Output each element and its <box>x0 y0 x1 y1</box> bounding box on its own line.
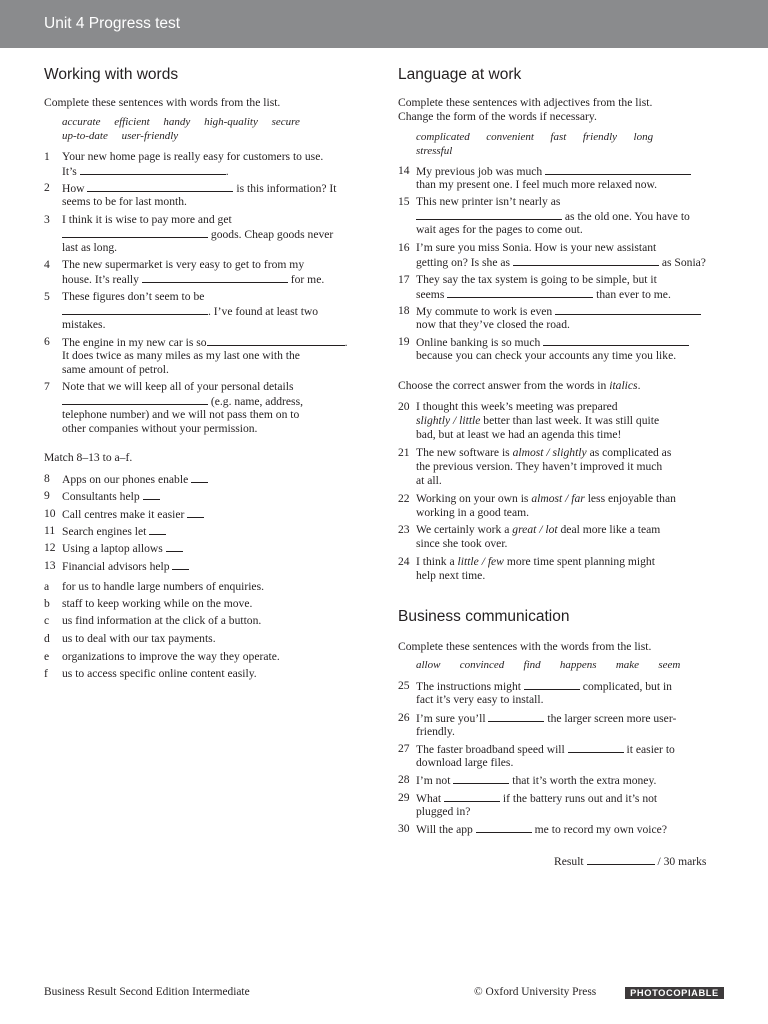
answer-blank[interactable] <box>142 272 288 283</box>
instruction-italic: italics <box>609 379 638 392</box>
question-text: plugged in? <box>416 805 471 818</box>
question-text: Search engines let <box>62 525 147 538</box>
word-list <box>416 659 680 673</box>
word: user-friendly <box>121 130 179 142</box>
question-5 <box>44 290 370 334</box>
question-number: 18 <box>398 304 410 317</box>
question-23 <box>398 523 726 553</box>
answer-blank[interactable] <box>543 335 689 346</box>
answer-blank[interactable] <box>524 679 580 690</box>
answer-blank[interactable] <box>488 711 544 722</box>
result-total: / 30 marks <box>657 855 707 868</box>
word: find <box>523 659 541 671</box>
word: up-to-date <box>62 130 108 142</box>
question-number: 2 <box>44 181 50 194</box>
answer-blank[interactable] <box>513 255 659 266</box>
question-text: than ever to me. <box>596 288 671 301</box>
answer-options[interactable]: great / lot <box>512 523 558 536</box>
question-text: . <box>225 165 229 178</box>
question-number: 13 <box>44 559 56 572</box>
question-text: deal more like a team <box>557 523 661 536</box>
question-text: Call centres make it easier <box>62 508 185 521</box>
option-letter: a <box>44 580 50 593</box>
word: complicated <box>416 131 470 143</box>
page-title: Unit 4 Progress test <box>44 15 181 32</box>
question-number: 1 <box>44 150 50 163</box>
match-option-a <box>44 580 370 594</box>
answer-blank[interactable] <box>166 541 183 552</box>
word: make <box>615 659 640 671</box>
question-text: because you can check your accounts any time you like. <box>416 349 677 362</box>
option-text: us to access specific online content easily. <box>62 667 257 680</box>
question-number: 24 <box>398 555 410 568</box>
match-item-12 <box>44 541 370 555</box>
match-item-9 <box>44 489 370 503</box>
question-text: The faster broadband speed will <box>416 743 565 756</box>
question-text: I’m sure you miss Sonia. How is your new assistant <box>416 241 657 254</box>
result-line <box>554 854 706 868</box>
question-26 <box>398 711 726 741</box>
answer-blank[interactable] <box>87 181 233 192</box>
question-text: Using a laptop allows <box>62 542 163 555</box>
question-number: 7 <box>44 380 50 393</box>
question-text: that it’s worth the extra money. <box>512 774 657 787</box>
question-number: 28 <box>398 773 410 786</box>
word: allow <box>416 659 441 671</box>
word: fast <box>550 131 567 143</box>
answer-blank[interactable] <box>149 524 166 535</box>
question-text: Will the app <box>416 823 473 836</box>
footer-copyright: © Oxford University Press <box>474 986 597 998</box>
section-heading-language-at-work: Language at work <box>398 66 522 83</box>
word-list <box>416 131 653 145</box>
match-item-8 <box>44 472 370 486</box>
question-text: These figures don’t seem to be <box>62 290 205 303</box>
question-number: 15 <box>398 195 410 208</box>
question-text: seems to be for last month. <box>62 195 187 208</box>
answer-blank[interactable] <box>447 287 593 298</box>
answer-blank[interactable] <box>62 394 208 405</box>
answer-options[interactable]: almost / slightly <box>512 446 587 459</box>
question-text: help next time. <box>416 569 486 582</box>
question-text: The new software is <box>416 446 513 459</box>
question-number: 20 <box>398 400 410 413</box>
question-number: 16 <box>398 241 410 254</box>
question-18 <box>398 304 726 334</box>
question-text: house. It’s really <box>62 273 139 286</box>
question-number: 30 <box>398 822 410 835</box>
instruction: Complete these sentences with words from the list. <box>44 96 281 109</box>
question-text: Consultants help <box>62 490 140 503</box>
question-text: I thought this week’s meeting was prepared <box>416 400 618 413</box>
option-text: us to deal with our tax payments. <box>62 632 216 645</box>
question-25 <box>398 679 726 709</box>
question-number: 11 <box>44 524 56 537</box>
question-number: 10 <box>44 507 56 520</box>
question-text: . <box>344 336 348 349</box>
option-text: staff to keep working while on the move. <box>62 597 253 610</box>
question-text: at all. <box>416 474 442 487</box>
question-text: working in a good team. <box>416 506 530 519</box>
answer-blank[interactable] <box>444 791 500 802</box>
question-number: 25 <box>398 679 410 692</box>
question-text: I think a <box>416 555 458 568</box>
question-27 <box>398 742 726 772</box>
question-number: 8 <box>44 472 50 485</box>
question-number: 6 <box>44 335 50 348</box>
question-text: seems <box>416 288 445 301</box>
word: handy <box>163 116 191 128</box>
question-17 <box>398 273 726 303</box>
answer-blank[interactable] <box>476 822 532 833</box>
question-number: 22 <box>398 492 410 505</box>
question-text: Online banking is so much <box>416 336 541 349</box>
option-text: for us to handle large numbers of enquiries. <box>62 580 264 593</box>
instruction: Change the form of the words if necessary. <box>398 110 597 123</box>
question-text: The engine in my new car is so <box>62 336 207 349</box>
option-letter: b <box>44 597 50 610</box>
answer-blank[interactable] <box>62 304 208 315</box>
question-number: 3 <box>44 213 50 226</box>
answer-options[interactable]: little / few <box>457 555 504 568</box>
question-1 <box>44 150 370 180</box>
question-text: Working on your own is <box>416 492 532 505</box>
answer-blank[interactable] <box>172 559 189 570</box>
question-text: since she took over. <box>416 537 508 550</box>
option-letter: d <box>44 632 50 645</box>
word: efficient <box>114 116 150 128</box>
question-text: as the old one. You have to <box>564 210 690 223</box>
question-number: 4 <box>44 258 50 271</box>
answer-options[interactable]: slightly / little <box>416 414 481 427</box>
question-number: 26 <box>398 711 410 724</box>
question-text: as complicated as <box>586 446 672 459</box>
match-item-11 <box>44 524 370 538</box>
question-text: Financial advisors help <box>62 560 170 573</box>
answer-blank[interactable] <box>555 304 701 315</box>
question-text: It’s <box>62 165 77 178</box>
question-21 <box>398 446 726 490</box>
question-number: 29 <box>398 791 410 804</box>
question-text: Apps on our phones enable <box>62 473 189 486</box>
photocopiable-badge: PHOTOCOPIABLE <box>625 987 724 999</box>
option-text: us find information at the click of a button. <box>62 614 262 627</box>
question-16 <box>398 241 726 271</box>
word: stressful <box>416 145 453 157</box>
question-text: bad, but at least we had an agenda this time! <box>416 428 622 441</box>
word-list <box>62 116 300 130</box>
question-text: more time spent planning might <box>503 555 655 568</box>
question-text: The instructions might <box>416 680 521 693</box>
question-text: than my present one. I feel much more relaxed now. <box>416 178 658 191</box>
question-text: Note that we will keep all of your personal details <box>62 380 294 393</box>
question-3 <box>44 213 370 257</box>
question-text: It does twice as many miles as my last one with the <box>62 349 300 362</box>
word: high-quality <box>204 116 258 128</box>
answer-blank[interactable] <box>416 209 562 220</box>
word: seem <box>658 659 681 671</box>
match-option-f <box>44 667 370 681</box>
question-text: (e.g. name, address, <box>210 395 303 408</box>
answer-blank[interactable] <box>187 507 204 518</box>
instruction: Complete these sentences with the words from the list. <box>398 640 652 653</box>
question-4 <box>44 258 370 288</box>
word: long <box>633 131 654 143</box>
match-option-e <box>44 650 370 664</box>
instruction: Complete these sentences with adjectives from the list. <box>398 96 653 109</box>
question-28 <box>398 773 726 787</box>
section-heading-business-communication: Business communication <box>398 608 570 625</box>
question-number: 23 <box>398 523 410 536</box>
question-text: My previous job was much <box>416 165 543 178</box>
question-30 <box>398 822 726 836</box>
word: convenient <box>486 131 534 143</box>
word: friendly <box>582 131 618 143</box>
question-text: the previous version. They haven’t improved it much <box>416 460 663 473</box>
question-text: They say the tax system is going to be simple, but it <box>416 273 657 286</box>
question-text: The new supermarket is very easy to get to from my <box>62 258 305 271</box>
question-text: . I’ve found at least two <box>208 305 319 318</box>
answer-blank[interactable] <box>568 742 624 753</box>
question-number: 21 <box>398 446 410 459</box>
question-text: download large files. <box>416 756 514 769</box>
question-text: fact it’s very easy to install. <box>416 693 544 706</box>
answer-blank[interactable] <box>207 335 345 346</box>
question-text: What <box>416 792 442 805</box>
option-text: organizations to improve the way they operate. <box>62 650 280 663</box>
question-text: goods. Cheap goods never <box>210 228 334 241</box>
question-text: I’m not <box>416 774 451 787</box>
instruction-text: Choose the correct answer from the words in <box>398 379 607 392</box>
answer-blank[interactable] <box>545 164 691 175</box>
question-number: 12 <box>44 541 56 554</box>
option-letter: c <box>44 614 50 627</box>
question-text: friendly. <box>416 725 455 738</box>
word: accurate <box>62 116 101 128</box>
match-instruction: Match 8–13 to a–f. <box>44 451 133 464</box>
question-text: last as long. <box>62 241 118 254</box>
question-text: mistakes. <box>62 318 106 331</box>
result-blank[interactable] <box>587 854 655 865</box>
question-text: less enjoyable than <box>584 492 676 505</box>
question-text: is this information? It <box>236 182 337 195</box>
question-19 <box>398 335 726 365</box>
question-15 <box>398 195 726 239</box>
question-text: Your new home page is really easy for customers to use. <box>62 150 324 163</box>
question-20 <box>398 400 726 444</box>
option-letter: e <box>44 650 50 663</box>
choose-instruction <box>398 379 640 393</box>
question-text: same amount of petrol. <box>62 363 169 376</box>
question-text: better than last week. It was still quite <box>480 414 660 427</box>
match-option-b <box>44 597 370 611</box>
header-bar <box>0 0 768 48</box>
match-item-13 <box>44 559 370 573</box>
question-14 <box>398 164 726 194</box>
question-number: 5 <box>44 290 50 303</box>
question-text: complicated, but in <box>582 680 672 693</box>
question-text: getting on? Is she as <box>416 256 511 269</box>
answer-blank[interactable] <box>143 489 160 500</box>
question-text: now that they’ve closed the road. <box>416 318 570 331</box>
question-text: I’m sure you’ll <box>416 712 486 725</box>
question-text: wait ages for the pages to come out. <box>416 223 583 236</box>
question-29 <box>398 791 726 821</box>
answer-blank[interactable] <box>453 773 509 784</box>
question-text: if the battery runs out and it’s not <box>502 792 658 805</box>
question-text: This new printer isn’t nearly as <box>416 195 561 208</box>
answer-blank[interactable] <box>62 227 208 238</box>
question-7 <box>44 380 370 438</box>
question-text: me to record my own voice? <box>534 823 667 836</box>
question-number: 19 <box>398 335 410 348</box>
word: convinced <box>459 659 505 671</box>
option-letter: f <box>44 667 48 680</box>
match-option-c <box>44 614 370 628</box>
question-2 <box>44 181 370 211</box>
question-text: My commute to work is even <box>416 305 553 318</box>
question-text: for me. <box>290 273 325 286</box>
word: secure <box>271 116 300 128</box>
question-number: 17 <box>398 273 410 286</box>
section-heading-working-with-words: Working with words <box>44 66 179 83</box>
word-list <box>62 130 178 144</box>
question-number: 9 <box>44 489 50 502</box>
answer-blank[interactable] <box>80 164 226 175</box>
answer-options[interactable]: almost / far <box>531 492 585 505</box>
question-24 <box>398 555 726 585</box>
question-text: telephone number) and we will not pass them on to <box>62 408 300 421</box>
question-text: as Sonia? <box>661 256 706 269</box>
question-text: the larger screen more user- <box>547 712 677 725</box>
result-label: Result <box>554 855 584 868</box>
question-22 <box>398 492 726 522</box>
word-list <box>416 145 452 159</box>
answer-blank[interactable] <box>191 472 208 483</box>
instruction-text: . <box>637 379 641 392</box>
question-text: other companies without your permission. <box>62 422 258 435</box>
question-number: 27 <box>398 742 410 755</box>
question-text: it easier to <box>626 743 675 756</box>
match-item-10 <box>44 507 370 521</box>
question-text: How <box>62 182 85 195</box>
question-6 <box>44 335 370 379</box>
question-text: I think it is wise to pay more and get <box>62 213 232 226</box>
word: happens <box>559 659 597 671</box>
question-number: 14 <box>398 164 410 177</box>
footer-book-title: Business Result Second Edition Intermediate <box>44 986 250 998</box>
question-text: We certainly work a <box>416 523 513 536</box>
match-option-d <box>44 632 370 646</box>
